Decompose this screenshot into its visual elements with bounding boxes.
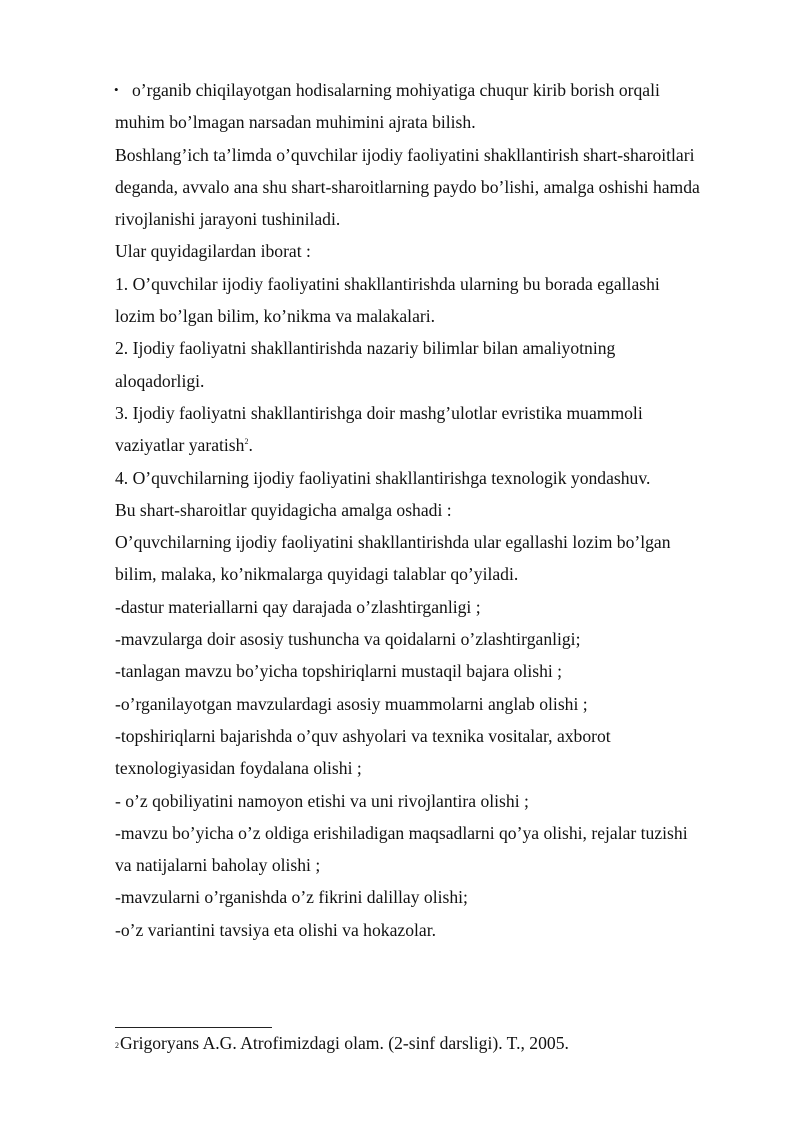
list-line: texnologiyasidan foydalana olishi ;: [115, 758, 362, 779]
text-line: 1. O’quvchilar ijodiy faoliyatini shakllantirishda ularning bu borada egallashi: [115, 273, 660, 294]
footnote-text: Grigoryans A.G. Atrofimizdagi olam. (2-sinf darsligi). T., 2005.: [120, 1033, 569, 1053]
text-line: Boshlang’ich ta’limda o’quvchilar ijodiy faoliyatini shakllantirish shart-sharoitlari: [115, 144, 695, 165]
footnote: [115, 1031, 569, 1055]
list-line: -mavzularni o’rganishda o’z fikrini dalillay olishi;: [115, 887, 468, 908]
list-line: -dastur materiallarni qay darajada o’zlashtirganligi ;: [115, 596, 481, 617]
bullet-line-2: muhim bo’lmagan narsadan muhimini ajrata bilish.: [115, 112, 476, 133]
list-line: -mavzularga doir asosiy tushuncha va qoidalarni o’zlashtirganligi;: [115, 629, 581, 650]
footnote-marker: 2: [115, 1041, 119, 1050]
list-line: -tanlagan mavzu bo’yicha topshiriqlarni mustaqil bajara olishi ;: [115, 661, 563, 682]
text-line: Bu shart-sharoitlar quyidagicha amalga oshadi :: [115, 499, 452, 520]
footnote-line-text: vaziyatlar yaratish: [115, 435, 245, 456]
list-line: -o’rganilayotgan mavzulardagi asosiy muammolarni anglab olishi ;: [115, 693, 588, 714]
bullet-icon: •: [114, 82, 119, 97]
text-line: 4. O’quvchilarning ijodiy faoliyatini shakllantirishga texnologik yondashuv.: [115, 467, 651, 488]
text-line: 2. Ijodiy faoliyatni shakllantirishda nazariy bilimlar bilan amaliyotning: [115, 338, 616, 359]
bullet-line-1: o’rganib chiqilayotgan hodisalarning mohiyatiga chuqur kirib borish orqali: [132, 80, 660, 100]
footnote-line-period: .: [248, 435, 253, 456]
text-line: 3. Ijodiy faoliyatni shakllantirishga doir mashg’ulotlar evristika muammoli: [115, 402, 643, 423]
list-line: - o’z qobiliyatini namoyon etishi va uni rivojlantira olishi ;: [115, 790, 529, 811]
footnote-reference[interactable]: 2: [244, 437, 249, 447]
text-line: Ular quyidagilardan iborat :: [115, 241, 311, 262]
text-line: O’quvchilarning ijodiy faoliyatini shakllantirishda ular egallashi lozim bo’lgan: [115, 532, 671, 553]
footnote-divider: [115, 1027, 272, 1028]
text-line: deganda, avvalo ana shu shart-sharoitlarning paydo bo’lishi, amalga oshishi hamda: [115, 176, 700, 197]
list-line: va natijalarni baholay olishi ;: [115, 855, 321, 876]
list-line: -o’z variantini tavsiya eta olishi va hokazolar.: [115, 919, 436, 940]
bullet-item: [115, 74, 755, 106]
text-line-with-footnote-ref: [115, 429, 755, 461]
text-line: lozim bo’lgan bilim, ko’nikma va malakalari.: [115, 306, 436, 327]
text-line: rivojlanishi jarayoni tushiniladi.: [115, 209, 341, 230]
text-line: bilim, malaka, ko’nikmalarga quyidagi talablar qo’yiladi.: [115, 564, 519, 585]
list-line: -mavzu bo’yicha o’z oldiga erishiladigan maqsadlarni qo’ya olishi, rejalar tuzishi: [115, 822, 688, 843]
text-line: aloqadorligi.: [115, 370, 205, 391]
list-line: -topshiriqlarni bajarishda o’quv ashyolari va texnika vositalar, axborot: [115, 725, 611, 746]
body-text: [115, 74, 755, 946]
